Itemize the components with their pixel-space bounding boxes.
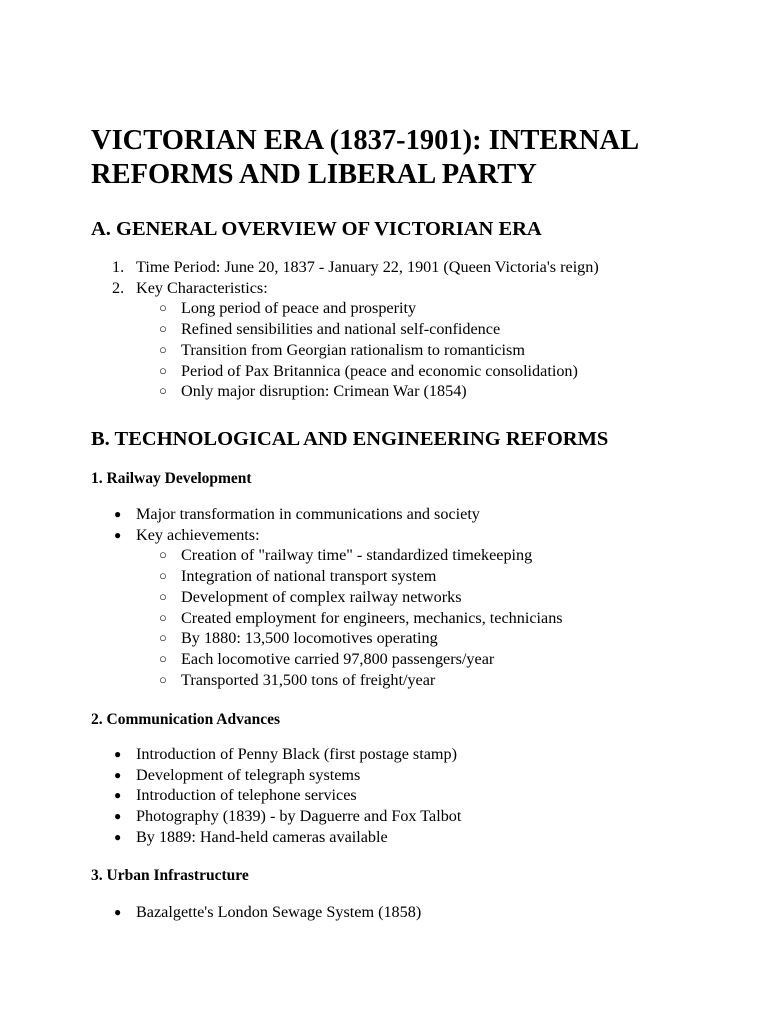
list-item xyxy=(91,806,461,827)
communication-list xyxy=(91,744,461,848)
circle-bullet-icon: ○ xyxy=(159,588,167,604)
list-item xyxy=(91,525,563,546)
list-item-text: Transition from Georgian rationalism to romanticism xyxy=(181,340,525,359)
railway-heading: 1. Railway Development xyxy=(91,470,252,487)
sub-list-item xyxy=(91,649,563,670)
list-item xyxy=(91,785,461,806)
list-item-text: Development of complex railway networks xyxy=(181,587,462,606)
sub-list-item xyxy=(91,587,563,608)
list-item-text: By 1889: Hand-held cameras available xyxy=(136,827,388,846)
circle-bullet-icon: ○ xyxy=(159,609,167,625)
list-item xyxy=(91,257,599,278)
bullet-icon: ● xyxy=(114,767,122,782)
list-item-text: Bazalgette's London Sewage System (1858) xyxy=(136,903,422,921)
list-item xyxy=(91,827,461,848)
bullet-icon: ● xyxy=(114,809,122,824)
sub-list-item xyxy=(91,298,599,319)
list-item xyxy=(91,744,461,765)
list-item-text: Introduction of Penny Black (first postage stamp) xyxy=(136,745,457,763)
section-b-heading: B. TECHNOLOGICAL AND ENGINEERING REFORMS xyxy=(91,428,609,450)
list-item-text: Only major disruption: Crimean War (1854) xyxy=(181,382,467,401)
sub-list-item xyxy=(91,381,599,402)
section-a-list xyxy=(91,257,599,402)
list-item-text: Period of Pax Britannica (peace and economic consolidation) xyxy=(181,361,578,380)
list-item-text: Transported 31,500 tons of freight/year xyxy=(181,670,436,689)
circle-bullet-icon: ○ xyxy=(159,362,167,378)
sub-list-item xyxy=(91,566,563,587)
document-title: VICTORIAN ERA (1837-1901): INTERNAL REFORMS AND LIBERAL PARTY xyxy=(91,125,638,190)
circle-bullet-icon: ○ xyxy=(159,383,167,399)
circle-bullet-icon: ○ xyxy=(159,341,167,357)
bullet-icon: ● xyxy=(114,829,122,844)
section-a-heading: A. GENERAL OVERVIEW OF VICTORIAN ERA xyxy=(91,218,542,240)
list-item-text: Each locomotive carried 97,800 passengers/year xyxy=(181,649,495,668)
list-item-text: Integration of national transport system xyxy=(181,567,437,586)
urban-heading: 3. Urban Infrastructure xyxy=(91,867,249,884)
sub-list-item xyxy=(91,670,563,691)
sub-list-item xyxy=(91,545,563,566)
list-item-text: Photography (1839) - by Daguerre and Fox Talbot xyxy=(136,807,462,826)
sub-list-item xyxy=(91,628,563,649)
list-item-text: Introduction of telephone services xyxy=(136,786,357,805)
list-item-text: By 1880: 13,500 locomotives operating xyxy=(181,629,438,648)
circle-bullet-icon: ○ xyxy=(159,671,167,687)
sub-list-item xyxy=(91,608,563,629)
bullet-icon: ● xyxy=(114,788,122,803)
list-item-text: Long period of peace and prosperity xyxy=(181,299,417,318)
list-item-text: Key Characteristics: xyxy=(136,278,268,297)
list-number: 1. xyxy=(112,258,125,276)
railway-list xyxy=(91,504,563,690)
list-item-text: Major transformation in communications and society xyxy=(136,505,480,523)
list-item-text: Refined sensibilities and national self-confidence xyxy=(181,320,501,339)
bullet-icon: ● xyxy=(114,905,122,919)
urban-list xyxy=(91,902,421,923)
circle-bullet-icon: ○ xyxy=(159,650,167,666)
list-number: 2. xyxy=(112,278,125,297)
circle-bullet-icon: ○ xyxy=(159,321,167,337)
list-item-text: Creation of "railway time" - standardized timekeeping xyxy=(181,546,533,565)
list-item-text: Key achievements: xyxy=(136,525,260,544)
bullet-icon: ● xyxy=(114,747,122,761)
list-item xyxy=(91,504,563,525)
list-item xyxy=(91,765,461,786)
list-item xyxy=(91,278,599,299)
bullet-icon: ● xyxy=(114,507,122,521)
circle-bullet-icon: ○ xyxy=(159,630,167,646)
list-item-text: Created employment for engineers, mechanics, technicians xyxy=(181,608,563,627)
sub-list-item xyxy=(91,319,599,340)
list-item-text: Development of telegraph systems xyxy=(136,765,361,784)
sub-list-item xyxy=(91,361,599,382)
circle-bullet-icon: ○ xyxy=(159,300,167,316)
circle-bullet-icon: ○ xyxy=(159,568,167,584)
communication-heading: 2. Communication Advances xyxy=(91,711,281,728)
sub-list-item xyxy=(91,340,599,361)
circle-bullet-icon: ○ xyxy=(159,547,167,563)
bullet-icon: ● xyxy=(114,527,122,542)
list-item xyxy=(91,902,421,923)
list-item-text: Time Period: June 20, 1837 - January 22, 1901 (Queen Victoria's reign) xyxy=(136,258,599,276)
